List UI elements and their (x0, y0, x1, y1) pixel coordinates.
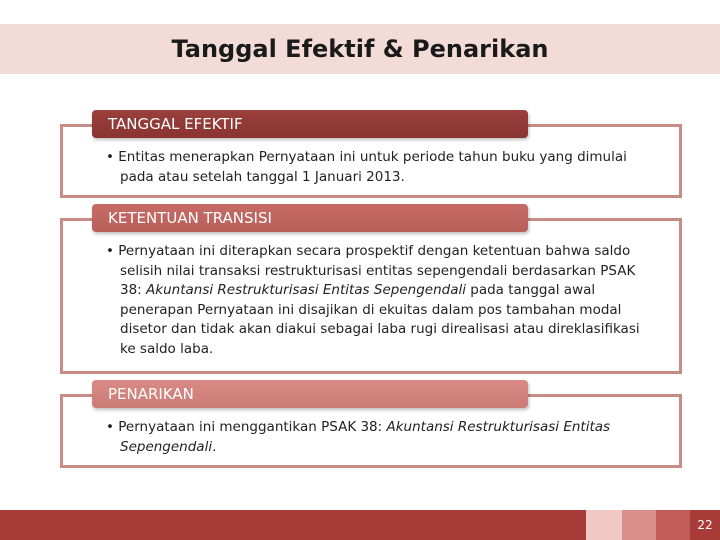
footer-block (656, 510, 690, 540)
body-text: pada tanggal awal penerapan Pernyataan ini disajikan di ekuitas dalam pos tambahan modal disetor dan tidak akan diakui sebagai laba rugi direalisasi atau direklasifikasi ke saldo laba. (120, 282, 640, 357)
bullet: • (106, 149, 114, 165)
slide-title: Tanggal Efektif & Penarikan (171, 35, 549, 63)
page-number: 22 (697, 518, 713, 532)
body-text: . (212, 438, 217, 455)
body-italic: Akuntansi Restrukturisasi Entitas Sepengendali (146, 282, 466, 298)
footer-block (622, 510, 656, 540)
footer-block (586, 510, 622, 540)
section-tanggal-efektif (60, 110, 688, 200)
section-heading: TANGGAL EFEKTIF (92, 110, 528, 138)
body-text: Pernyataan ini diterapkan secara prospektif dengan ketentuan bahwa saldo selisih nilai transaksi restrukturisasi entitas sepengendali berdasarkan PSAK 38: (118, 243, 636, 298)
section-penarikan (60, 380, 688, 470)
section-heading: KETENTUAN TRANSISI (92, 204, 528, 232)
body-text: Pernyataan ini menggantikan PSAK 38: (118, 419, 387, 435)
section-body (106, 148, 652, 187)
bullet: • (106, 419, 114, 435)
footer-bar (0, 510, 720, 540)
title-band (0, 24, 720, 74)
section-heading: PENARIKAN (92, 380, 528, 408)
body-text: Entitas menerapkan Pernyataan ini untuk periode tahun buku yang dimulai pada atau setelah tanggal 1 Januari 2013. (118, 149, 627, 185)
section-body (106, 242, 652, 359)
bullet: • (106, 243, 114, 259)
body-italic: Akuntansi Restrukturisasi Entitas Sepengendali (120, 419, 611, 455)
section-body (106, 418, 652, 457)
section-ketentuan-transisi (60, 204, 688, 376)
